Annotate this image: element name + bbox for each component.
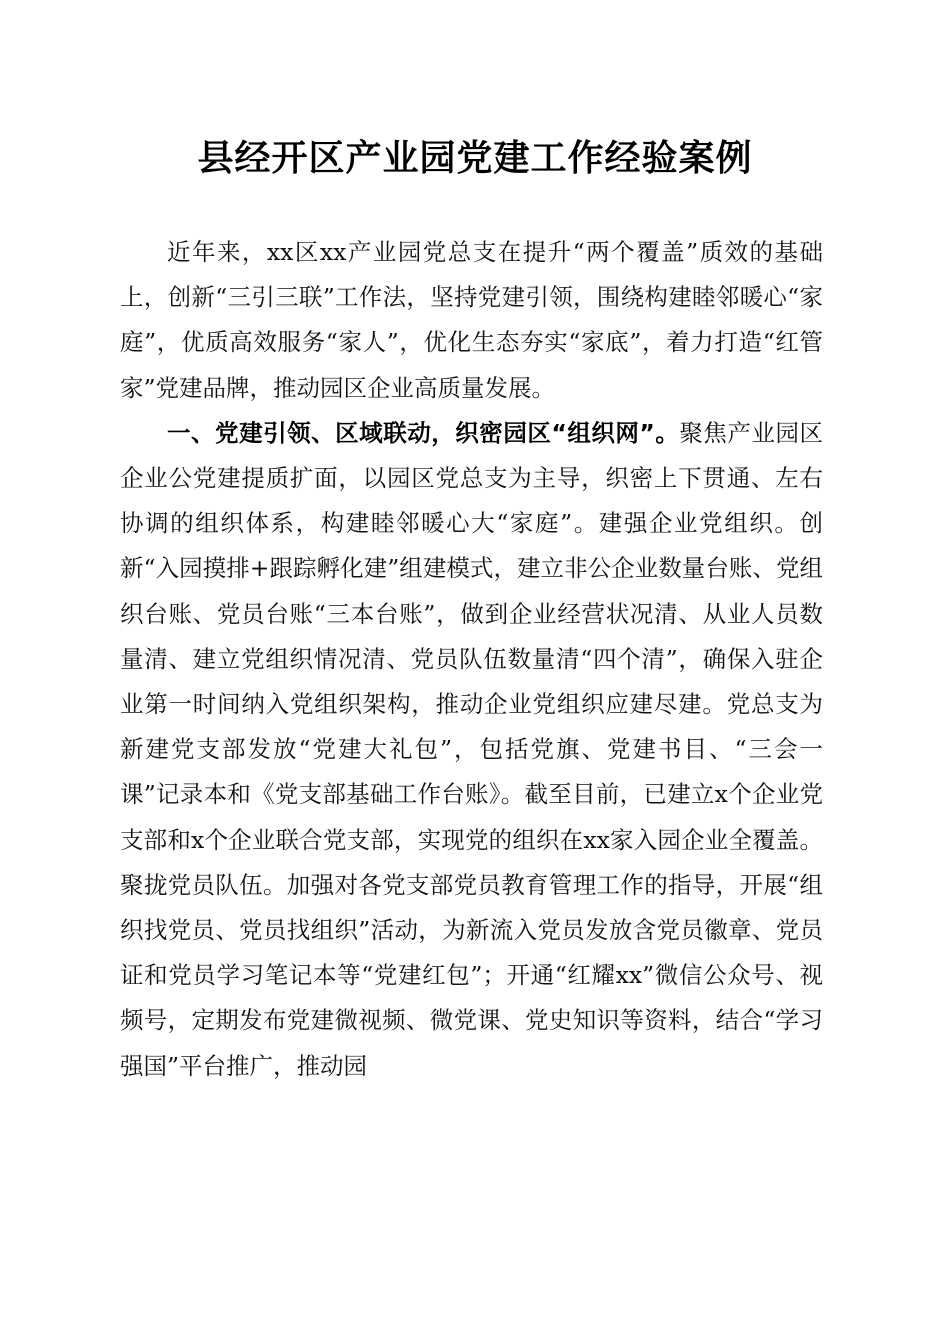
- section-1-paragraph: [120, 411, 823, 1089]
- intro-paragraph: 近年来，xx区xx产业园党总支在提升“两个覆盖”质效的基础上，创新“三引三联”工作法，坚持党建引领，围绕构建睦邻暖心“家庭”，优质高效服务“家人”，优化生态夯实“家底”，着力打造“红管家”党建品牌，推动园区企业高质量发展。: [120, 238, 823, 402]
- section-1-body: 聚焦产业园区企业公党建提质扩面，以园区党总支为主导，织密上下贯通、左右协调的组织体系，构建睦邻暖心大“家庭”。建强企业党组织。创新“入园摸排+跟踪孵化建”组建模式，建立非公企业数量台账、党组织台账、党员台账“三本台账”，做到企业经营状况清、从业人员数量清、建立党组织情况清、党员队伍数量清“四个清”，确保入驻企业第一时间纳入党组织架构，推动企业党组织应建尽建。党总支为新建党支部发放“党建大礼包”，包括党旗、党建书目、“三会一课”记录本和《党支部基础工作台账》。截至目前，已建立x个企业党支部和x个企业联合党支部，实现党的组织在xx家入园企业全覆盖。聚拢党员队伍。加强对各党支部党员教育管理工作的指导，开展“组织找党员、党员找组织”活动，为新流入党员发放含党员徽章、党员证和党员学习笔记本等“党建红包”；开通“红耀xx”微信公众号、视频号，定期发布党建微视频、微党课、党史知识等资料，结合“学习强国”平台推广，推动园: [120, 418, 824, 1080]
- document-title: 县经开区产业园党建工作经验案例: [197, 137, 753, 179]
- document-body: [120, 230, 823, 1089]
- section-1-heading: 一、党建引领、区域联动，织密园区“组织网”。: [167, 418, 680, 447]
